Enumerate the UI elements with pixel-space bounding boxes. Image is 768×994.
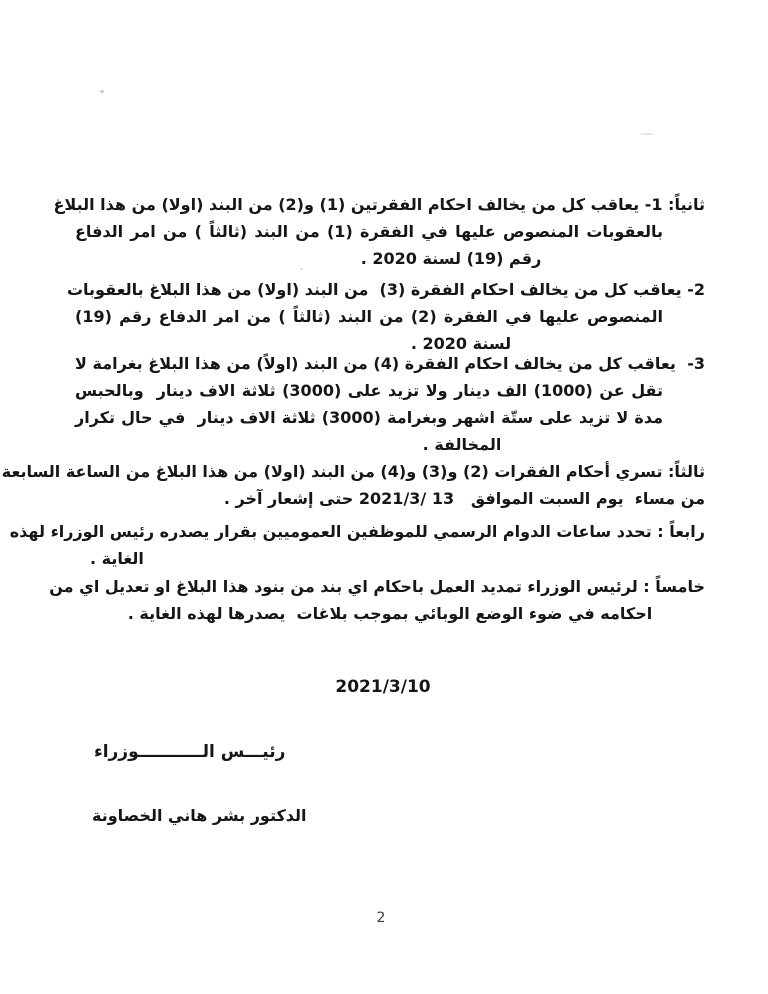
paragraph-penalty-3 [75,351,705,459]
text-line: خامساً : لرئيس الوزراء تمديد العمل باحكام اي بند من بنود هذا البلاغ او تعديل اي من [49,577,705,596]
text-line: المنصوص عليها في الفقرة (2) من البند (ثالثاً ) من امر الدفاع رقم (19) [75,307,664,326]
text-line: ثانياً: 1- يعاقب كل من يخالف احكام الفقرتين (1) و(2) من البند (اولا) من هذا البلاغ [53,195,705,214]
text-line: الغاية . [90,549,144,568]
text-line: رقم (19) لسنة 2020 . [360,249,542,268]
text-line: 2- يعاقب كل من يخالف احكام الفقرة (3) من البند (اولا) من هذا البلاغ بالعقوبات [66,280,705,299]
paragraph-second-clause [53,192,705,273]
document-body [1,192,705,628]
scan-speck [640,133,654,135]
paragraph-third-clause [1,459,705,513]
paragraph-fifth-clause [49,574,705,628]
scan-speck [300,268,303,270]
text-line: 3- يعاقب كل من يخالف احكام الفقرة (4) من البند (اولاً) من هذا البلاغ بغرامة لا [75,354,705,373]
scan-speck [100,90,104,93]
text-line: تقل عن (1000) الف دينار ولا تزيد على (3000) ثلاثة الاف دينار وبالحبس [75,381,663,400]
text-line: لسنة 2020 . [410,334,512,353]
signature-title: رئيـــس الـــــــــــوزراء [94,742,286,762]
text-line: بالعقوبات المنصوص عليها في الفقرة (1) من البند (ثالثاً ) من امر الدفاع [75,222,664,241]
text-line: رابعاً : تحدد ساعات الدوام الرسمي للموظفين العموميين بقرار يصدره رئيس الوزراء لهذه [9,522,705,541]
text-line: مدة لا تزيد على ستّة اشهر وبغرامة (3000) ثلاثة الاف دينار في حال تكرار [75,408,664,427]
signature-name: الدكتور بشر هاني الخصاونة [92,806,307,825]
paragraph-penalty-2 [66,277,705,358]
paragraph-fourth-clause [9,519,705,573]
page-number: 2 [376,910,386,926]
text-line: من مساء يوم السبت الموافق 13 /2021/3 حتى إشعار آخر . [223,489,705,508]
text-line: المخالفة . [422,435,502,454]
text-line: ثالثاً: تسري أحكام الفقرات (2) و(3) و(4) من البند (اولا) من هذا البلاغ من الساعة السابعة [1,462,705,481]
issue-date: 2021/3/10 [335,677,431,697]
text-line: احكامه في ضوء الوضع الوبائي بموجب بلاغات يصدرها لهذه الغاية . [127,604,653,623]
